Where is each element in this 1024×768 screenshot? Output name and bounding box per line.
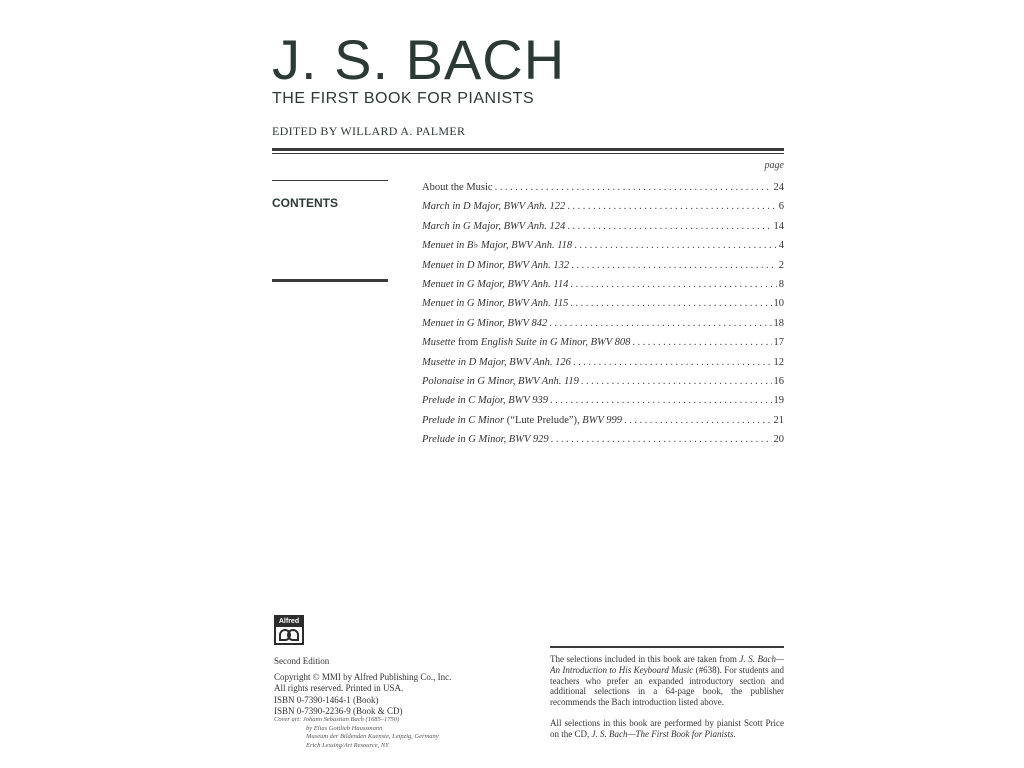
rights: All rights reserved. Printed in USA. <box>274 683 404 693</box>
toc-entry-title-part: Musette <box>422 337 456 349</box>
note-p1-rest: (#638). For students and teachers who prefer an expanded introductory section and additional selections in a 64-page book, the publisher recommends the Bach introduction listed above. <box>550 664 784 708</box>
toc-entry-title-part: Menuet in G Major, BWV Anh. 114 <box>422 278 569 290</box>
toc-leader-dots <box>571 256 777 275</box>
toc-entry <box>422 294 784 313</box>
toc-leader-dots <box>567 217 771 236</box>
toc-entry-title-part: Prelude in C Major, BWV 939 <box>422 395 548 407</box>
toc-entry-title-part: Menuet in G Minor, BWV 842 <box>422 317 548 329</box>
toc-entry-title <box>422 294 568 313</box>
toc-entry-title-part: Menuet in B♭ Major, BWV Anh. 118 <box>422 240 573 252</box>
toc-leader-dots <box>567 197 776 216</box>
book-title: J. S. BACH <box>272 28 566 91</box>
toc-entry-title <box>422 372 579 391</box>
toc-entry-page: 4 <box>778 240 784 252</box>
note-p1-title: J. S. Bach—An Introduction to His Keyboard Music <box>550 654 784 675</box>
toc-entry <box>422 275 784 294</box>
toc-entry-title-part: Prelude in G Minor, BWV 929 <box>422 434 549 446</box>
toc-leader-dots <box>570 275 776 294</box>
contents-rule-bottom <box>272 279 388 282</box>
toc-entry-title-part: About the Music <box>422 182 493 193</box>
toc-entry-title <box>422 314 547 333</box>
toc-entry-page: 17 <box>773 337 784 349</box>
toc-entry-title <box>422 430 549 449</box>
header-rule-thin <box>272 153 784 154</box>
cover-art-line3: Museum der Bildenden Kuenste, Leipzig, Germany <box>306 733 439 740</box>
toc-entry <box>422 197 784 216</box>
toc-entry <box>422 430 784 449</box>
publisher-logo <box>274 615 304 645</box>
alfred-logo-icon <box>278 628 300 642</box>
toc-entry-title-part: Menuet in G Minor, BWV Anh. 115 <box>422 298 569 310</box>
toc-entry <box>422 314 784 333</box>
toc-leader-dots <box>573 353 772 372</box>
header-rule-thick <box>272 148 784 151</box>
toc-entry-page: 18 <box>773 317 784 329</box>
toc-entry-title-part: BWV 999 <box>582 414 623 426</box>
publisher-info <box>274 656 514 718</box>
toc-leader-dots <box>632 333 771 352</box>
toc-entry-title <box>422 178 493 197</box>
toc-entry-title-part: Prelude in C Minor <box>422 414 505 426</box>
toc-entry-title <box>422 256 569 275</box>
toc-leader-dots <box>570 294 771 313</box>
toc-entry-page: 19 <box>773 395 784 407</box>
cover-art-line1: Johann Sebastian Bach (1685–1750) <box>302 716 400 723</box>
toc-entry <box>422 217 784 236</box>
toc-leader-dots <box>624 411 771 430</box>
selections-note <box>550 654 784 740</box>
copyright: Copyright © MMI by Alfred Publishing Co., Inc. <box>274 671 452 682</box>
toc-entry <box>422 391 784 410</box>
toc-entry-page: 2 <box>778 259 784 271</box>
toc-entry <box>422 411 784 430</box>
table-of-contents <box>422 178 784 449</box>
toc-entry-title-part: Musette in D Major, BWV Anh. 126 <box>422 356 571 368</box>
toc-entry <box>422 333 784 352</box>
publisher-logo-text: Alfred <box>276 617 302 627</box>
note-p1-text: The selections included in this book are taken from <box>550 654 740 664</box>
toc-entry-title <box>422 236 572 255</box>
toc-entry <box>422 236 784 255</box>
toc-entry-title <box>422 333 630 352</box>
toc-entry-title-part: English Suite in G Minor, BWV 808 <box>480 337 631 349</box>
toc-entry-title-part: March in D Major, BWV Anh. 122 <box>422 201 566 213</box>
toc-entry-page: 14 <box>773 220 784 232</box>
toc-entry-title-part: March in G Major, BWV Anh. 124 <box>422 220 566 232</box>
toc-entry-page: 12 <box>773 356 784 368</box>
editor-credit: EDITED BY WILLARD A. PALMER <box>272 124 466 138</box>
isbn-book: ISBN 0-7390-1464-1 (Book) <box>274 694 379 705</box>
note-p2-title: J. S. Bach—The First Book for Pianists. <box>591 728 736 739</box>
note-paragraph-2 <box>550 718 784 740</box>
toc-entry-title <box>422 275 568 294</box>
page-column-label: page <box>764 160 784 171</box>
toc-entry-title-part: Polonaise in G Minor, BWV Anh. 119 <box>422 375 579 387</box>
contents-rule-top <box>272 180 388 181</box>
toc-entry <box>422 178 784 197</box>
toc-entry-page: 8 <box>778 278 784 290</box>
toc-entry-title <box>422 197 565 216</box>
toc-entry-page: 20 <box>773 434 784 446</box>
note-paragraph-1 <box>550 654 784 708</box>
toc-leader-dots <box>549 314 771 333</box>
toc-leader-dots <box>574 236 777 255</box>
edition: Second Edition <box>274 656 330 666</box>
cover-art-line4: Erich Lessing/Art Resource, NY <box>306 741 389 749</box>
toc-entry-title <box>422 411 622 430</box>
toc-entry <box>422 372 784 391</box>
book-subtitle: THE FIRST BOOK FOR PIANISTS <box>272 90 535 107</box>
cover-art-label: Cover art: <box>274 716 302 723</box>
toc-leader-dots <box>495 178 772 197</box>
toc-entry <box>422 353 784 372</box>
toc-entry-page: 24 <box>773 182 784 193</box>
toc-leader-dots <box>551 430 772 449</box>
toc-entry-title <box>422 217 565 236</box>
toc-entry-title-part: (“Lute Prelude”), <box>504 414 583 426</box>
cover-art-line2: by Elias Gottlieb Haussmann <box>306 724 383 732</box>
toc-leader-dots <box>550 391 772 410</box>
note-p2-text: All selections in this book are performed by pianist Scott Price on the CD, <box>550 717 784 739</box>
contents-heading: CONTENTS <box>272 196 338 210</box>
note-rule <box>550 646 784 648</box>
toc-entry-title <box>422 353 571 372</box>
toc-entry-title-part: from <box>455 337 481 349</box>
cover-art-credit <box>274 716 514 750</box>
toc-entry-page: 6 <box>778 201 784 213</box>
toc-entry-page: 21 <box>773 414 784 426</box>
toc-entry-title-part: Menuet in D Minor, BWV Anh. 132 <box>422 259 570 271</box>
toc-entry-title <box>422 391 548 410</box>
toc-entry-page: 10 <box>773 298 784 310</box>
toc-leader-dots <box>581 372 772 391</box>
isbn-cd: ISBN 0-7390-2236-9 (Book & CD) <box>274 706 403 716</box>
toc-entry <box>422 256 784 275</box>
toc-entry-page: 16 <box>773 375 784 387</box>
